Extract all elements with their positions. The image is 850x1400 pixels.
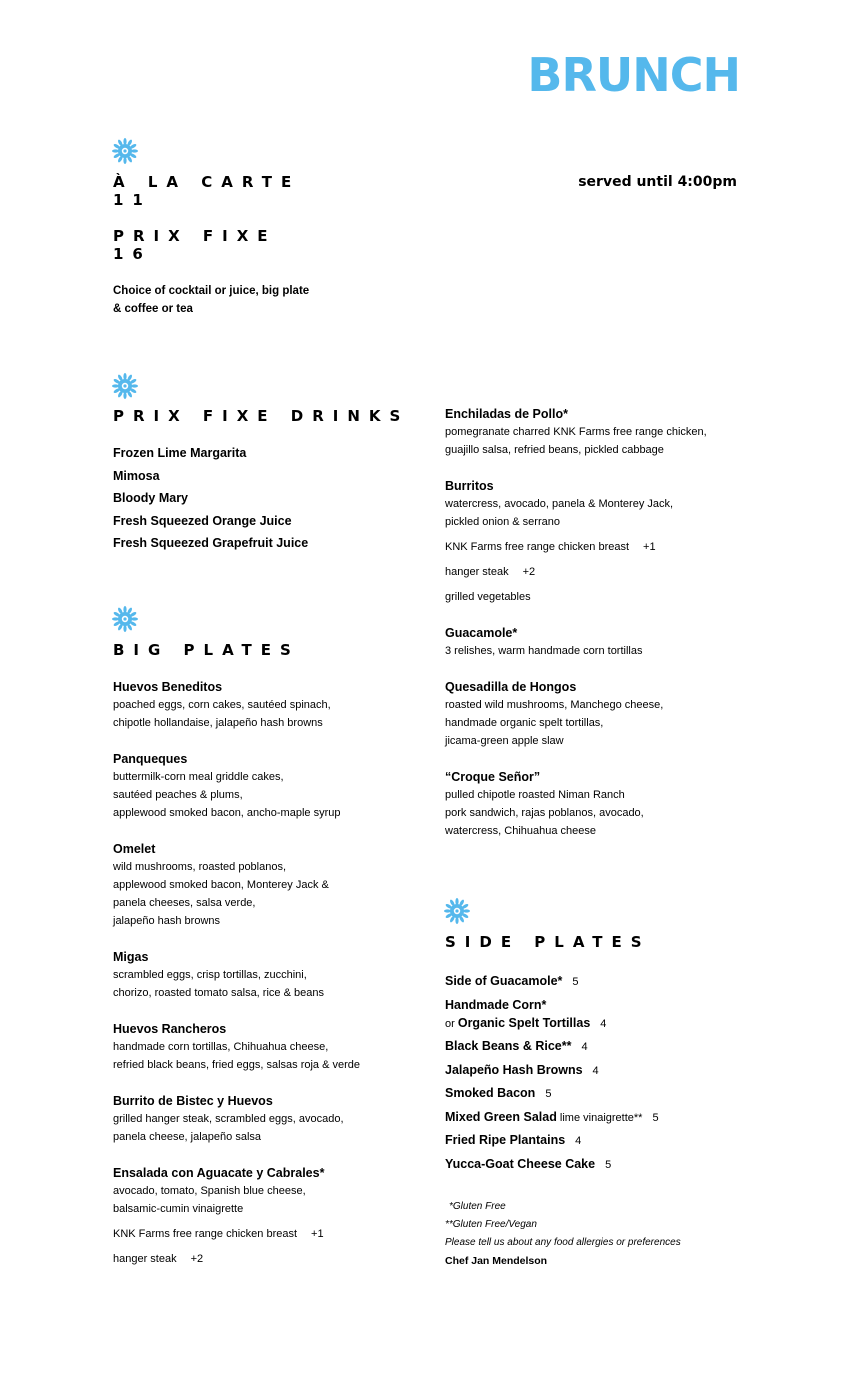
drink-item: Frozen Lime Margarita — [113, 446, 247, 460]
dish-name: Burritos — [445, 479, 494, 493]
big-plates-right-column — [445, 405, 765, 858]
drinks-list — [113, 444, 308, 557]
drinks-heading: PRIX FIXE DRINKS — [113, 407, 410, 425]
dish-name: Migas — [113, 950, 149, 964]
big-plates-heading: BIG PLATES — [113, 641, 300, 659]
a-la-carte-label: À LA CARTE — [113, 173, 301, 191]
dish: Quesadilla de Hongos roasted wild mushrooms, Manchego cheese, handmade organic spelt tortillas, jicama-green apple slaw — [445, 678, 765, 750]
drink-item: Fresh Squeezed Grapefruit Juice — [113, 536, 309, 550]
dish: Burritos watercress, avocado, panela & Monterey Jack, pickled onion & serrano KNK Farms free range chicken breast +1 hanger steak +2 grilled vegetables — [445, 477, 765, 606]
dish-addon: hanger steak +2 — [445, 566, 536, 578]
dish: Huevos Beneditos poached eggs, corn cakes, sautéed spinach, chipotle hollandaise, jalapeño hash browns — [113, 678, 413, 732]
dish-addon: KNK Farms free range chicken breast +1 — [445, 541, 656, 553]
prix-fixe-label: PRIX FIXE — [113, 227, 277, 245]
flower-icon — [112, 606, 138, 632]
dish: Panqueques buttermilk-corn meal griddle cakes, sautéed peaches & plums, applewood smoked bacon, ancho-maple syrup — [113, 750, 413, 822]
dish-name: Quesadilla de Hongos — [445, 680, 577, 694]
dish-name: Enchiladas de Pollo* — [445, 407, 568, 421]
drink-item: Mimosa — [113, 468, 160, 483]
prix-fixe-description: Choice of cocktail or juice, big plate & coffee or tea — [113, 285, 310, 315]
menu-title: BRUNCH — [527, 48, 740, 102]
dish-addon: hanger steak +2 — [113, 1253, 204, 1265]
side-plates-heading: SIDE PLATES — [445, 933, 651, 951]
dish: Migas scrambled eggs, crisp tortillas, zucchini, chorizo, roasted tomato salsa, rice & beans — [113, 948, 413, 1002]
side-item: Smoked Bacon 5 — [445, 1086, 552, 1100]
dish-name: Panqueques — [113, 752, 188, 766]
side-item: Side of Guacamole* 5 — [445, 974, 579, 988]
dish: Guacamole* 3 relishes, warm handmade corn tortillas — [445, 624, 765, 660]
big-plates-left-column — [113, 678, 413, 1286]
allergy-note: Please tell us about any food allergies or preferences — [445, 1237, 681, 1248]
dish-name: Ensalada con Aguacate y Cabrales* — [113, 1166, 325, 1180]
vegan-note: **Gluten Free/Vegan — [445, 1219, 537, 1230]
a-la-carte-price: 11 — [113, 191, 152, 209]
prix-fixe-price: 16 — [113, 245, 152, 263]
chef-name: Chef Jan Mendelson — [445, 1255, 548, 1267]
side-item: Mixed Green Salad lime vinaigrette** 5 — [445, 1109, 659, 1124]
dish: Enchiladas de Pollo* pomegranate charred KNK Farms free range chicken, guajillo salsa, refried beans, pickled cabbage — [445, 405, 765, 459]
side-item: Fried Ripe Plantains 4 — [445, 1133, 582, 1147]
flower-icon — [112, 373, 138, 399]
dish: “Croque Señor” pulled chipotle roasted Niman Ranch pork sandwich, rajas poblanos, avocado, watercress, Chihuahua cheese — [445, 768, 765, 840]
flower-icon — [444, 898, 470, 924]
side-item: Black Beans & Rice** 4 — [445, 1039, 588, 1053]
dish: Burrito de Bistec y Huevos grilled hanger steak, scrambled eggs, avocado, panela cheese, jalapeño salsa — [113, 1092, 413, 1146]
dish-addon: grilled vegetables — [445, 591, 531, 603]
side-plates-list — [445, 972, 765, 1178]
dish-name: Huevos Beneditos — [113, 680, 223, 694]
dish-name: Omelet — [113, 842, 156, 856]
dish: Huevos Rancheros handmade corn tortillas, Chihuahua cheese, refried black beans, fried eggs, salsas roja & verde — [113, 1020, 413, 1074]
footnotes — [445, 1198, 765, 1270]
side-item: Yucca-Goat Cheese Cake 5 — [445, 1156, 612, 1171]
dish-name: Huevos Rancheros — [113, 1022, 227, 1036]
dish-name: “Croque Señor” — [445, 770, 541, 784]
dish: Ensalada con Aguacate y Cabrales* avocado, tomato, Spanish blue cheese, balsamic-cumin vinaigrette KNK Farms free range chicken breast +1 hanger steak +2 — [113, 1164, 413, 1268]
drink-item: Bloody Mary — [113, 491, 189, 505]
served-until: served until 4:00pm — [578, 174, 737, 190]
side-item: Handmade Corn* or Organic Spelt Tortillas 4 — [445, 997, 607, 1030]
dish: Omelet wild mushrooms, roasted poblanos, applewood smoked bacon, Monterey Jack & panela cheeses, salsa verde, jalapeño hash browns — [113, 840, 413, 930]
flower-icon — [112, 138, 138, 164]
dish-addon: KNK Farms free range chicken breast +1 — [113, 1228, 324, 1240]
drink-item: Fresh Squeezed Orange Juice — [113, 513, 292, 528]
dish-name: Burrito de Bistec y Huevos — [113, 1094, 273, 1108]
side-item: Jalapeño Hash Browns 4 — [445, 1062, 599, 1077]
gluten-free-note: *Gluten Free — [449, 1201, 506, 1212]
dish-name: Guacamole* — [445, 626, 518, 640]
